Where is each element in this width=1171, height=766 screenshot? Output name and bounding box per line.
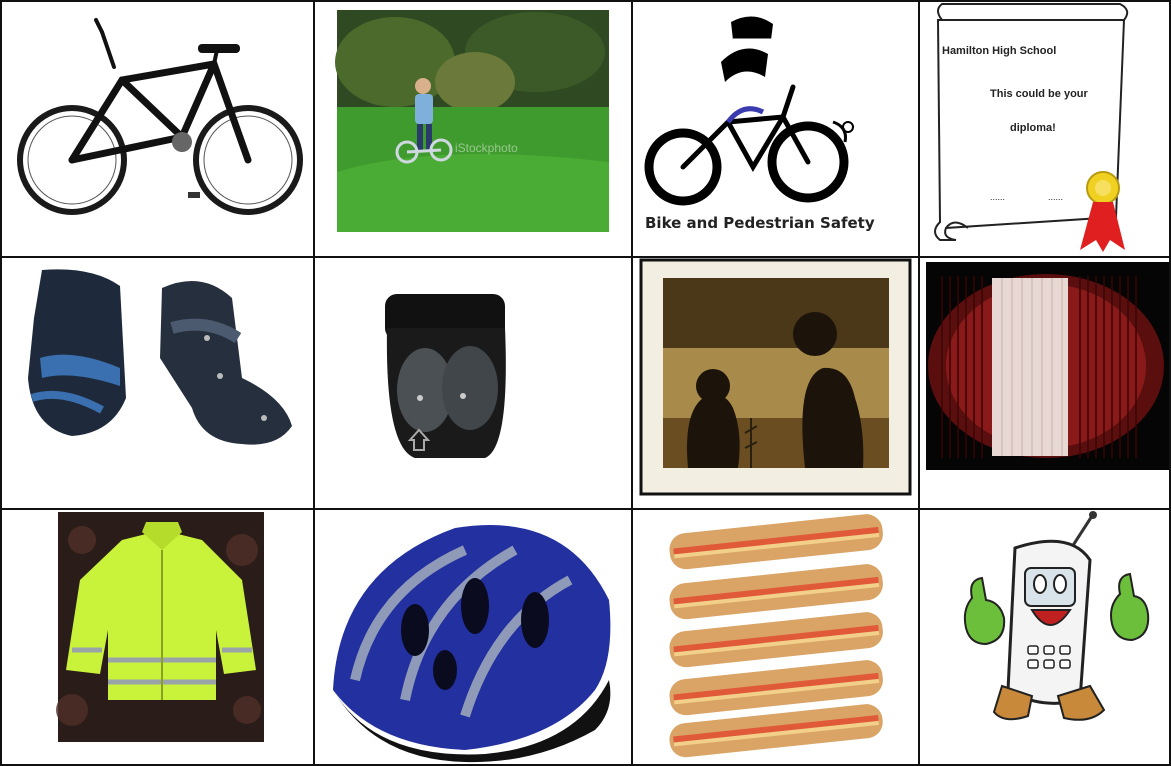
diploma-signature-1: ...... xyxy=(990,192,1006,202)
diploma-line1: This could be your xyxy=(990,88,1088,100)
bike-safety-logo xyxy=(633,2,918,256)
bike-helmet-image xyxy=(315,510,631,764)
sandwich-stack xyxy=(668,513,885,759)
elbow-pads-image xyxy=(2,258,313,508)
reflective-jacket-image xyxy=(2,510,313,764)
elbow-pad-left xyxy=(28,269,126,436)
grid-divider xyxy=(313,0,315,766)
silhouette-photo xyxy=(633,258,918,508)
grid-divider xyxy=(0,0,2,766)
reflector-closeup-image xyxy=(920,258,1169,508)
sandwiches-image xyxy=(633,510,918,764)
diploma-line2: diploma! xyxy=(1010,122,1056,134)
cellphone-mascot-icon xyxy=(920,510,1169,764)
bike-safety-caption: Bike and Pedestrian Safety xyxy=(645,214,875,232)
watermark: iStockphoto xyxy=(455,141,518,155)
grid-divider xyxy=(631,0,633,766)
diploma-signature-2: ...... xyxy=(1048,192,1064,202)
child-with-bike-photo xyxy=(315,2,631,256)
knee-pad-image xyxy=(315,258,631,508)
bicycle-icon xyxy=(2,2,313,256)
grid-divider xyxy=(0,508,1171,510)
grid-divider xyxy=(0,256,1171,258)
diploma-image xyxy=(920,2,1169,256)
diploma-school: Hamilton High School xyxy=(942,45,1057,57)
grid-divider xyxy=(918,0,920,766)
bicycle-image xyxy=(2,2,313,256)
grid-divider xyxy=(0,0,1171,2)
elbow-pad-right xyxy=(160,281,292,445)
cellphone-cartoon-image xyxy=(920,510,1169,764)
